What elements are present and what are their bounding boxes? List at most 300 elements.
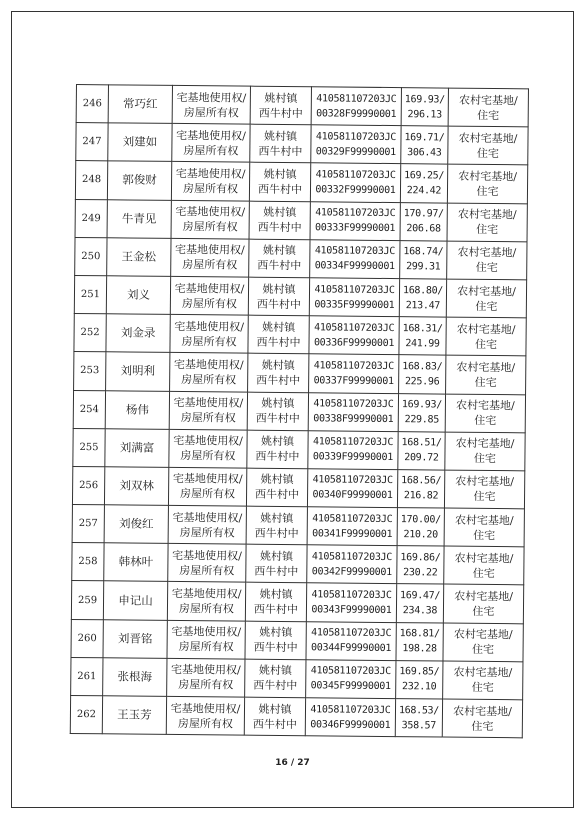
cell-location-text: 姚村镇 <box>261 396 295 411</box>
cell-id-text: 257 <box>78 518 98 530</box>
cell-name <box>108 123 172 162</box>
cell-location-text: 西牛村中 <box>255 411 300 426</box>
cell-right-type <box>170 353 248 392</box>
cell-area-text: 170.00/ <box>400 513 441 526</box>
cell-usage-text: 住宅 <box>472 604 495 619</box>
cell-area <box>395 699 442 738</box>
cell-area-text: 168.80/ <box>402 284 444 297</box>
cell-usage-text: 农村宅基地/ <box>458 131 518 146</box>
cell-usage-text: 农村宅基地/ <box>453 627 513 642</box>
cell-area-text: 168.31/ <box>402 322 443 335</box>
cell-usage-text: 住宅 <box>476 223 499 237</box>
cell-name <box>104 505 168 544</box>
table-row <box>74 352 526 395</box>
cell-name-text: 刘建如 <box>122 134 158 150</box>
cell-usage-text: 农村宅基地/ <box>457 207 517 222</box>
cell-name-text: 申记山 <box>118 592 153 608</box>
cell-unit-code <box>305 698 395 737</box>
cell-usage <box>448 126 528 165</box>
cell-right-type-text: 房屋所有权 <box>178 602 235 616</box>
cell-name-text: 刘双林 <box>119 478 154 493</box>
cell-area <box>399 317 446 356</box>
cell-location-text: 姚村镇 <box>261 358 295 373</box>
cell-unit-code-text: 410581107203JC <box>314 322 395 334</box>
cell-id-text: 250 <box>81 250 101 263</box>
cell-area-text: 299.31 <box>406 261 441 273</box>
cell-unit-code-text: 00341F99990001 <box>312 527 393 540</box>
cell-right-type-text: 房屋所有权 <box>181 334 237 349</box>
cell-id <box>75 237 107 275</box>
cell-usage-text: 农村宅基地/ <box>453 704 512 718</box>
cell-usage <box>447 203 527 242</box>
cell-right-type-text: 房屋所有权 <box>182 258 238 272</box>
cell-right-type-text: 宅基地使用权/ <box>173 357 244 372</box>
cell-id-text: 249 <box>81 212 101 224</box>
cell-area-text: 168.56/ <box>401 475 442 487</box>
cell-location <box>248 277 309 316</box>
cell-right-type <box>171 162 249 201</box>
table-row <box>74 275 526 318</box>
cell-location-text: 姚村镇 <box>258 664 292 678</box>
cell-location-text: 姚村镇 <box>260 511 294 525</box>
cell-unit-code <box>309 316 399 355</box>
registry-table <box>70 84 529 739</box>
cell-usage-text: 农村宅基地/ <box>455 436 515 451</box>
cell-location <box>245 621 306 660</box>
cell-unit-code-text: 00329F99990001 <box>315 146 396 158</box>
cell-id-text: 262 <box>76 709 97 721</box>
cell-unit-code <box>308 392 398 431</box>
cell-name <box>107 199 171 238</box>
cell-unit-code-text: 410581107203JC <box>314 245 396 258</box>
table-row <box>75 199 527 242</box>
cell-area-text: 169.47/ <box>400 590 441 602</box>
cell-id <box>70 695 102 733</box>
cell-usage-text: 住宅 <box>471 681 494 695</box>
cell-right-type-text: 宅基地使用权/ <box>174 319 245 334</box>
cell-right-type-text: 房屋所有权 <box>179 563 235 578</box>
cell-unit-code-text: 00336F99990001 <box>313 337 395 349</box>
cell-area <box>400 202 447 241</box>
cell-area <box>397 546 444 585</box>
cell-usage-text: 农村宅基地/ <box>456 360 516 375</box>
cell-usage-text: 农村宅基地/ <box>456 322 516 336</box>
cell-name <box>108 85 172 124</box>
cell-location-text: 姚村镇 <box>258 702 292 716</box>
cell-id-text: 248 <box>81 174 102 186</box>
cell-unit-code-text: 00333F99990001 <box>315 222 396 235</box>
cell-location-text: 西牛村中 <box>257 220 302 235</box>
cell-location <box>250 86 311 125</box>
cell-location-text: 西牛村中 <box>254 564 299 579</box>
cell-id-text: 251 <box>80 289 101 301</box>
cell-name <box>107 161 171 200</box>
cell-usage <box>444 508 524 547</box>
cell-unit-code-text: 410581107203JC <box>312 512 393 525</box>
cell-unit-code <box>306 621 396 660</box>
cell-unit-code <box>307 545 397 584</box>
cell-usage <box>447 164 527 203</box>
cell-id-text: 247 <box>82 136 102 148</box>
cell-area-text: 209.72 <box>404 452 439 464</box>
cell-right-type <box>170 276 248 315</box>
cell-unit-code-text: 410581107203JC <box>311 589 392 602</box>
cell-right-type <box>167 620 245 659</box>
cell-location-text: 姚村镇 <box>262 282 296 296</box>
cell-unit-code-text: 410581107203JC <box>313 360 394 372</box>
cell-unit-code <box>308 430 398 469</box>
cell-unit-code-text: 410581107203JC <box>311 551 393 563</box>
cell-area-text: 296.13 <box>407 108 442 121</box>
cell-id <box>71 619 103 657</box>
cell-area-text: 241.99 <box>405 337 440 350</box>
cell-location <box>245 659 306 698</box>
cell-area <box>397 508 444 547</box>
cell-location-text: 西牛村中 <box>254 526 299 540</box>
cell-area <box>396 660 443 699</box>
cell-location-text: 西牛村中 <box>253 602 299 617</box>
cell-unit-code <box>310 201 400 240</box>
cell-unit-code-text: 00337F99990001 <box>313 375 394 387</box>
cell-usage <box>443 623 523 662</box>
cell-right-type-text: 宅基地使用权/ <box>172 510 243 525</box>
cell-name-text: 刘明利 <box>120 363 156 379</box>
cell-name <box>106 276 170 315</box>
cell-id-text: 252 <box>80 327 100 339</box>
cell-usage <box>447 241 527 280</box>
cell-usage-text: 住宅 <box>471 719 494 733</box>
cell-unit-code-text: 00328F99990001 <box>316 107 397 120</box>
cell-location-text: 姚村镇 <box>260 473 294 487</box>
cell-usage <box>446 317 526 356</box>
cell-unit-code-text: 410581107203JC <box>310 703 391 716</box>
cell-usage-text: 住宅 <box>473 452 496 466</box>
cell-usage-text: 住宅 <box>476 146 499 160</box>
cell-location-text: 西牛村中 <box>255 450 300 464</box>
cell-area-text: 170.97/ <box>403 208 444 220</box>
cell-area <box>398 393 445 432</box>
table-row <box>72 543 524 586</box>
cell-area-text: 198.28 <box>402 643 437 655</box>
cell-name-text: 张根海 <box>117 669 153 684</box>
cell-location-text: 西牛村中 <box>253 679 298 693</box>
cell-unit-code-text: 00334F99990001 <box>314 260 395 273</box>
cell-area <box>400 240 447 279</box>
cell-usage <box>443 584 523 623</box>
cell-usage-text: 住宅 <box>477 108 500 122</box>
cell-area-text: 169.93/ <box>401 399 443 411</box>
cell-area-text: 216.82 <box>403 490 439 502</box>
cell-right-type-text: 宅基地使用权/ <box>176 90 247 105</box>
cell-usage-text: 农村宅基地/ <box>457 284 516 298</box>
cell-id <box>75 199 107 237</box>
cell-id <box>76 85 108 123</box>
cell-area-text: 169.71/ <box>404 131 445 144</box>
cell-unit-code-text: 00345F99990001 <box>310 680 391 693</box>
cell-location <box>245 583 306 622</box>
cell-area <box>396 622 443 661</box>
cell-right-type-text: 宅基地使用权/ <box>174 243 245 257</box>
cell-name <box>103 619 167 658</box>
cell-right-type-text: 宅基地使用权/ <box>174 281 245 296</box>
cell-id-text: 246 <box>82 98 102 110</box>
table-row <box>75 237 527 280</box>
cell-usage <box>446 355 526 394</box>
registry-table-body <box>70 85 528 738</box>
cell-unit-code <box>306 660 396 699</box>
cell-unit-code-text: 410581107203JC <box>314 283 395 296</box>
cell-usage-text: 住宅 <box>476 184 499 199</box>
cell-location-text: 西牛村中 <box>256 335 301 349</box>
cell-id <box>76 123 108 161</box>
table-row <box>71 581 523 624</box>
cell-name <box>105 428 169 467</box>
cell-usage-text: 农村宅基地/ <box>456 398 515 413</box>
cell-location <box>248 353 309 392</box>
cell-location <box>247 392 308 431</box>
cell-name <box>107 238 171 277</box>
cell-right-type-text: 房屋所有权 <box>180 487 236 502</box>
cell-area <box>396 584 443 623</box>
cell-right-type-text: 房屋所有权 <box>179 525 235 540</box>
cell-location <box>244 697 305 736</box>
cell-right-type-text: 宅基地使用权/ <box>170 701 241 716</box>
cell-right-type-text: 宅基地使用权/ <box>170 663 241 678</box>
cell-area <box>399 279 446 318</box>
cell-usage-text: 农村宅基地/ <box>453 666 513 680</box>
cell-name-text: 刘义 <box>126 287 151 302</box>
cell-usage-text: 住宅 <box>473 528 496 542</box>
cell-area-text: 169.93/ <box>404 93 445 106</box>
table-row <box>70 695 522 738</box>
cell-name-text: 刘晋铭 <box>117 631 153 646</box>
cell-unit-code-text: 00339F99990001 <box>312 451 394 464</box>
cell-id-text: 261 <box>77 670 97 683</box>
cell-right-type <box>172 124 250 163</box>
table-row <box>71 657 523 700</box>
cell-unit-code-text: 410581107203JC <box>313 398 394 411</box>
cell-id <box>74 352 106 390</box>
cell-usage <box>448 88 528 127</box>
cell-location-text: 姚村镇 <box>263 167 297 182</box>
cell-area-text: 169.25/ <box>404 170 445 182</box>
table-row <box>74 314 526 357</box>
cell-location <box>246 544 307 583</box>
cell-right-type-text: 宅基地使用权/ <box>172 548 242 563</box>
cell-location <box>250 124 311 163</box>
cell-right-type-text: 宅基地使用权/ <box>171 625 242 639</box>
cell-right-type-text: 房屋所有权 <box>177 716 233 731</box>
cell-unit-code-text: 410581107203JC <box>315 131 397 143</box>
cell-unit-code-text: 00344F99990001 <box>310 642 392 655</box>
cell-name <box>106 352 170 391</box>
cell-right-type <box>168 505 246 544</box>
cell-area-text: 168.83/ <box>402 361 443 373</box>
cell-unit-code-text: 410581107203JC <box>315 207 396 220</box>
cell-area-text: 168.51/ <box>401 437 442 449</box>
cell-name <box>103 658 167 697</box>
cell-usage-text: 住宅 <box>474 375 497 389</box>
cell-location <box>249 239 310 278</box>
cell-usage-text: 农村宅基地/ <box>455 475 515 489</box>
cell-name <box>104 467 168 506</box>
cell-area-text: 229.85 <box>404 414 439 426</box>
cell-area-text: 225.96 <box>404 376 440 388</box>
cell-right-type <box>167 582 245 621</box>
cell-name-text: 刘满富 <box>119 440 155 455</box>
table-row <box>76 123 528 166</box>
cell-unit-code-text: 00342F99990001 <box>311 566 392 578</box>
cell-location-text: 西牛村中 <box>258 106 303 120</box>
cell-location-text: 西牛村中 <box>255 488 300 502</box>
cell-name <box>103 581 167 620</box>
cell-unit-code <box>309 278 399 317</box>
cell-right-type <box>169 391 247 430</box>
cell-location <box>246 468 307 507</box>
cell-usage-text: 农村宅基地/ <box>457 246 517 260</box>
cell-location <box>248 315 309 354</box>
cell-unit-code <box>307 469 397 508</box>
cell-area <box>401 126 448 165</box>
cell-area-text: 168.74/ <box>403 246 444 258</box>
cell-right-type-text: 房屋所有权 <box>178 678 234 692</box>
cell-name-text: 郭俊财 <box>122 172 157 188</box>
cell-unit-code <box>310 163 400 202</box>
cell-area <box>399 355 446 394</box>
cell-usage-text: 农村宅基地/ <box>454 551 514 566</box>
cell-area-text: 234.38 <box>402 605 438 617</box>
cell-right-type-text: 房屋所有权 <box>181 296 237 311</box>
cell-id-text: 256 <box>79 480 99 492</box>
page-number: 16 / 27 <box>275 758 310 768</box>
cell-area <box>401 88 448 127</box>
cell-unit-code <box>310 240 400 279</box>
cell-right-type-text: 宅基地使用权/ <box>176 128 246 143</box>
cell-id <box>72 466 104 504</box>
cell-name <box>106 314 170 353</box>
cell-usage-text: 住宅 <box>473 490 496 504</box>
cell-right-type-text: 宅基地使用权/ <box>173 396 244 410</box>
cell-area-text: 206.68 <box>406 223 441 235</box>
cell-name-text: 牛青见 <box>121 211 157 226</box>
cell-right-type-text: 房屋所有权 <box>178 640 234 654</box>
cell-area-text: 230.22 <box>403 567 438 579</box>
cell-right-type-text: 房屋所有权 <box>182 220 238 234</box>
cell-name-text: 韩林叶 <box>118 554 154 570</box>
cell-unit-code-text: 00346F99990001 <box>310 718 391 731</box>
cell-location-text: 姚村镇 <box>262 244 296 258</box>
cell-id-text: 254 <box>79 403 99 415</box>
cell-unit-code <box>307 507 397 546</box>
cell-right-type-text: 房屋所有权 <box>182 182 239 196</box>
cell-usage-text: 农村宅基地/ <box>454 513 514 527</box>
cell-area <box>400 164 447 203</box>
cell-unit-code <box>306 583 396 622</box>
cell-right-type-text: 房屋所有权 <box>180 449 236 463</box>
cell-usage <box>442 699 522 738</box>
table-row <box>75 161 527 204</box>
cell-location-text: 姚村镇 <box>259 626 293 640</box>
cell-right-type-text: 宅基地使用权/ <box>175 166 246 181</box>
cell-right-type <box>168 544 246 583</box>
cell-area-text: 224.42 <box>406 185 442 197</box>
cell-id <box>72 505 104 543</box>
cell-unit-code-text: 410581107203JC <box>312 436 394 449</box>
cell-right-type <box>168 467 246 506</box>
cell-area-text: 358.57 <box>401 719 437 732</box>
cell-usage <box>444 470 524 509</box>
cell-usage-text: 住宅 <box>472 566 495 580</box>
cell-unit-code-text: 410581107203JC <box>310 665 391 678</box>
cell-location <box>249 201 310 240</box>
cell-area <box>397 469 444 508</box>
cell-name-text: 常巧红 <box>122 96 158 111</box>
cell-unit-code-text: 00338F99990001 <box>313 413 394 426</box>
cell-name-text: 刘俊红 <box>118 516 154 531</box>
cell-location-text: 姚村镇 <box>259 549 294 563</box>
cell-right-type <box>172 85 250 124</box>
cell-location-text: 西牛村中 <box>252 717 297 731</box>
table-row <box>73 390 525 433</box>
cell-usage <box>446 279 526 318</box>
cell-area-text: 168.81/ <box>399 628 440 640</box>
cell-location <box>249 163 310 202</box>
cell-area-text: 169.85/ <box>399 666 440 678</box>
cell-id <box>74 314 106 352</box>
cell-id <box>75 161 107 199</box>
cell-usage-text: 农村宅基地/ <box>458 169 518 184</box>
cell-unit-code-text: 00335F99990001 <box>314 298 395 311</box>
cell-usage <box>443 661 523 700</box>
cell-area-text: 213.47 <box>405 299 441 312</box>
cell-right-type-text: 宅基地使用权/ <box>171 586 242 601</box>
cell-name <box>104 543 168 582</box>
cell-location <box>246 506 307 545</box>
cell-unit-code-text: 00332F99990001 <box>315 184 396 197</box>
cell-right-type <box>171 238 249 277</box>
cell-area <box>398 431 445 470</box>
cell-unit-code-text: 00340F99990001 <box>312 489 393 502</box>
table-row <box>72 505 524 548</box>
cell-area-text: 306.43 <box>407 146 442 159</box>
cell-right-type-text: 房屋所有权 <box>183 105 239 120</box>
cell-id <box>73 428 105 466</box>
cell-unit-code <box>309 354 399 393</box>
cell-right-type-text: 房屋所有权 <box>180 411 236 425</box>
table-row <box>72 466 524 509</box>
cell-location-text: 姚村镇 <box>262 320 296 334</box>
cell-unit-code-text: 00343F99990001 <box>311 604 392 617</box>
cell-id-text: 258 <box>78 556 98 568</box>
cell-right-type-text: 房屋所有权 <box>183 143 239 158</box>
cell-location-text: 西牛村中 <box>256 297 301 311</box>
cell-unit-code <box>311 125 401 164</box>
cell-id-text: 260 <box>77 632 97 644</box>
cell-usage-text: 住宅 <box>475 299 498 313</box>
cell-right-type <box>169 429 247 468</box>
cell-name <box>102 696 166 735</box>
cell-right-type-text: 宅基地使用权/ <box>172 472 243 487</box>
cell-name-text: 王金松 <box>121 249 157 264</box>
cell-usage-text: 住宅 <box>472 643 495 657</box>
table-row <box>71 619 523 662</box>
cell-area-text: 169.86/ <box>400 551 441 564</box>
cell-usage-text: 住宅 <box>474 337 498 351</box>
cell-area-text: 168.53/ <box>398 704 440 717</box>
cell-unit-code <box>311 87 401 126</box>
cell-location-text: 姚村镇 <box>263 205 297 220</box>
cell-location-text: 姚村镇 <box>264 91 298 105</box>
